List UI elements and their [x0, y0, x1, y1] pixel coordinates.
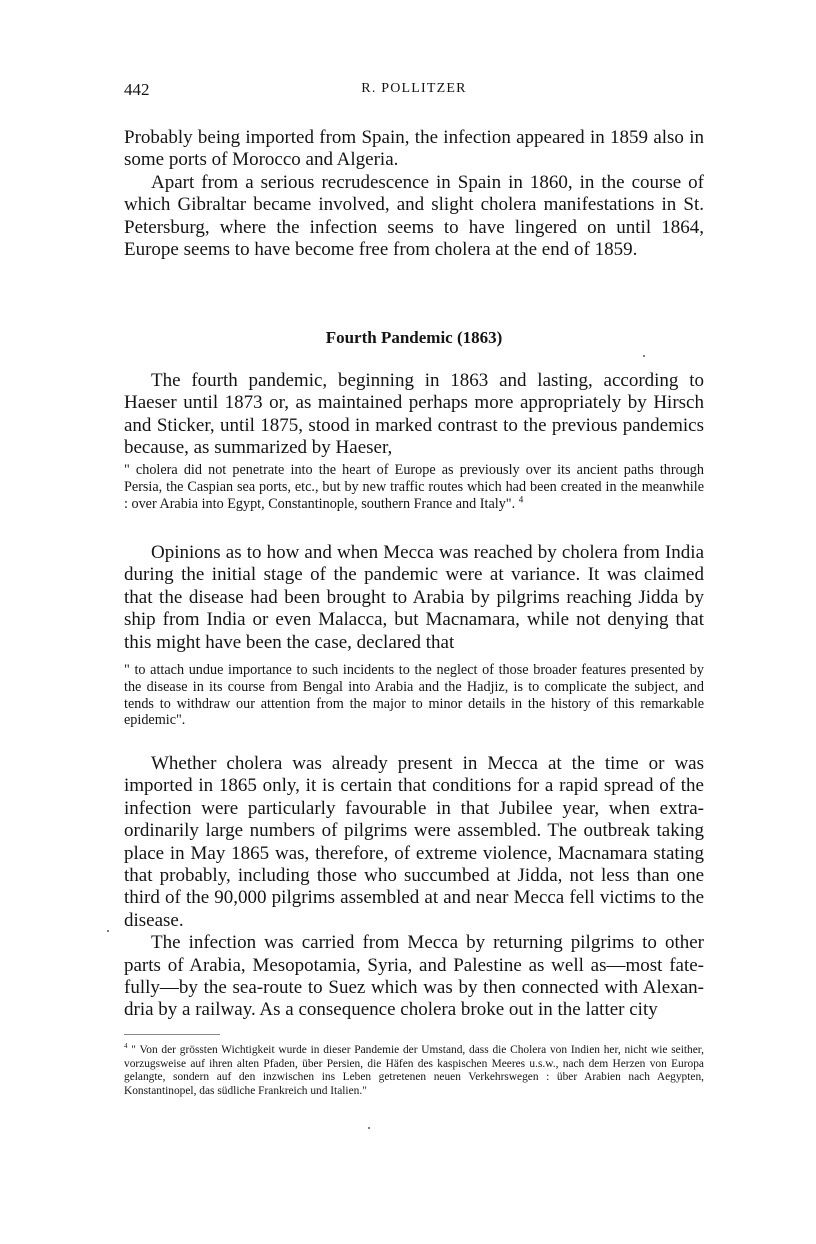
paragraph-1: Probably being imported from Spain, the infection appeared in 1859 also in some ports of Morocco and Algeria.	[124, 127, 704, 171]
paragraph-5-block	[124, 753, 704, 1022]
running-head: R. POLLITZER	[361, 81, 467, 96]
scan-speck	[368, 1127, 370, 1129]
quote-2-block	[124, 662, 704, 729]
paragraph-5: Whether cholera was already present in Mecca at the time or was imported in 1865 only, it is certain that conditions for a rapid spread of the infection were particularly favourable in that Jubilee year, when extra-ordinarily large numbers of pilgrims were assembled. The outbreak taking place in May 1865 was, therefore, of extreme violence, Macnamara stating that probably, including those who succumbed at Jidda, not less than one third of the 90,000 pilgrims assembled at and near Mecca fell victims to the disease.	[124, 753, 704, 931]
paragraph-4-block	[124, 542, 704, 654]
paragraph-3: The fourth pandemic, beginning in 1863 and lasting, according to Haeser until 1873 or, as maintained perhaps more appropriately by Hirsch and Sticker, until 1875, stood in marked contrast to the previous pandemics because, as summarized by Haeser,	[124, 370, 704, 459]
footnote-reference: 4	[518, 493, 524, 504]
section-heading: Fourth Pandemic (1863)	[325, 328, 503, 347]
footnote-text: " Von der grössten Wichtigkeit wurde in dieser Pandemie der Umstand, dass die Cholera von Indien her, nicht wie seither, vorzugsweise auf ihren alten Pfaden, über Persien, die Häfen des kaspischen Meeres u.s.w., nach dem Herzen von Europa gelangte, sondern auf den inzwischen ins Leben getretenen neuen Verkehrswegen : über Arabien nach Aegypten, Konstantinopel, das südliche Frankreich und Italien."	[124, 1044, 704, 1097]
block-quote-2: " to attach undue importance to such incidents to the neglect of those broader features presented by the disease in its course from Bengal into Arabia and the Hadjiz, is to complicate the subject, and tends to withdraw our attention from the major to minor details in the history of this remarkable epidemic".	[124, 662, 704, 729]
paragraph-4: Opinions as to how and when Mecca was reached by cholera from India during the initial stage of the pandemic were at variance. It was claimed that the disease had been brought to Arabia by pilgrims reaching Jidda by ship from India or even Malacca, but Macnamara, while not denying that this might have been the case, declared that	[124, 542, 704, 653]
footnote	[124, 1044, 704, 1098]
paragraph-3-block	[124, 370, 704, 460]
footnote-rule	[124, 1034, 220, 1035]
paragraph-6: The infection was carried from Mecca by returning pilgrims to other parts of Arabia, Mesopotamia, Syria, and Palestine as well as—most fate-fully—by the sea-route to Suez which was by then connected with Alexan-dria by a railway. As a consequence cholera broke out in the latter city	[124, 932, 704, 1021]
paragraph-1-block	[124, 127, 704, 261]
scan-speck	[107, 930, 109, 932]
footnote-marker: 4	[124, 1042, 128, 1051]
block-quote-1	[124, 462, 704, 512]
paragraph-2: Apart from a serious recrudescence in Spain in 1860, in the course of which Gibraltar became involved, and slight cholera manifestations in St. Petersburg, where the infection seems to have lingered on until 1864, Europe seems to have become free from cholera at the end of 1859.	[124, 171, 704, 261]
scan-speck	[643, 355, 645, 357]
quote-1-text: " cholera did not penetrate into the heart of Europe as previously over its ancient paths through Persia, the Caspian sea ports, etc., but by new traffic routes which had been created in the meanwhile : over Arabia into Egypt, Constantinople, southern France and Italy".	[124, 462, 704, 512]
page-number: 442	[124, 80, 150, 99]
quote-1-block	[124, 462, 704, 512]
page-header	[124, 80, 704, 104]
